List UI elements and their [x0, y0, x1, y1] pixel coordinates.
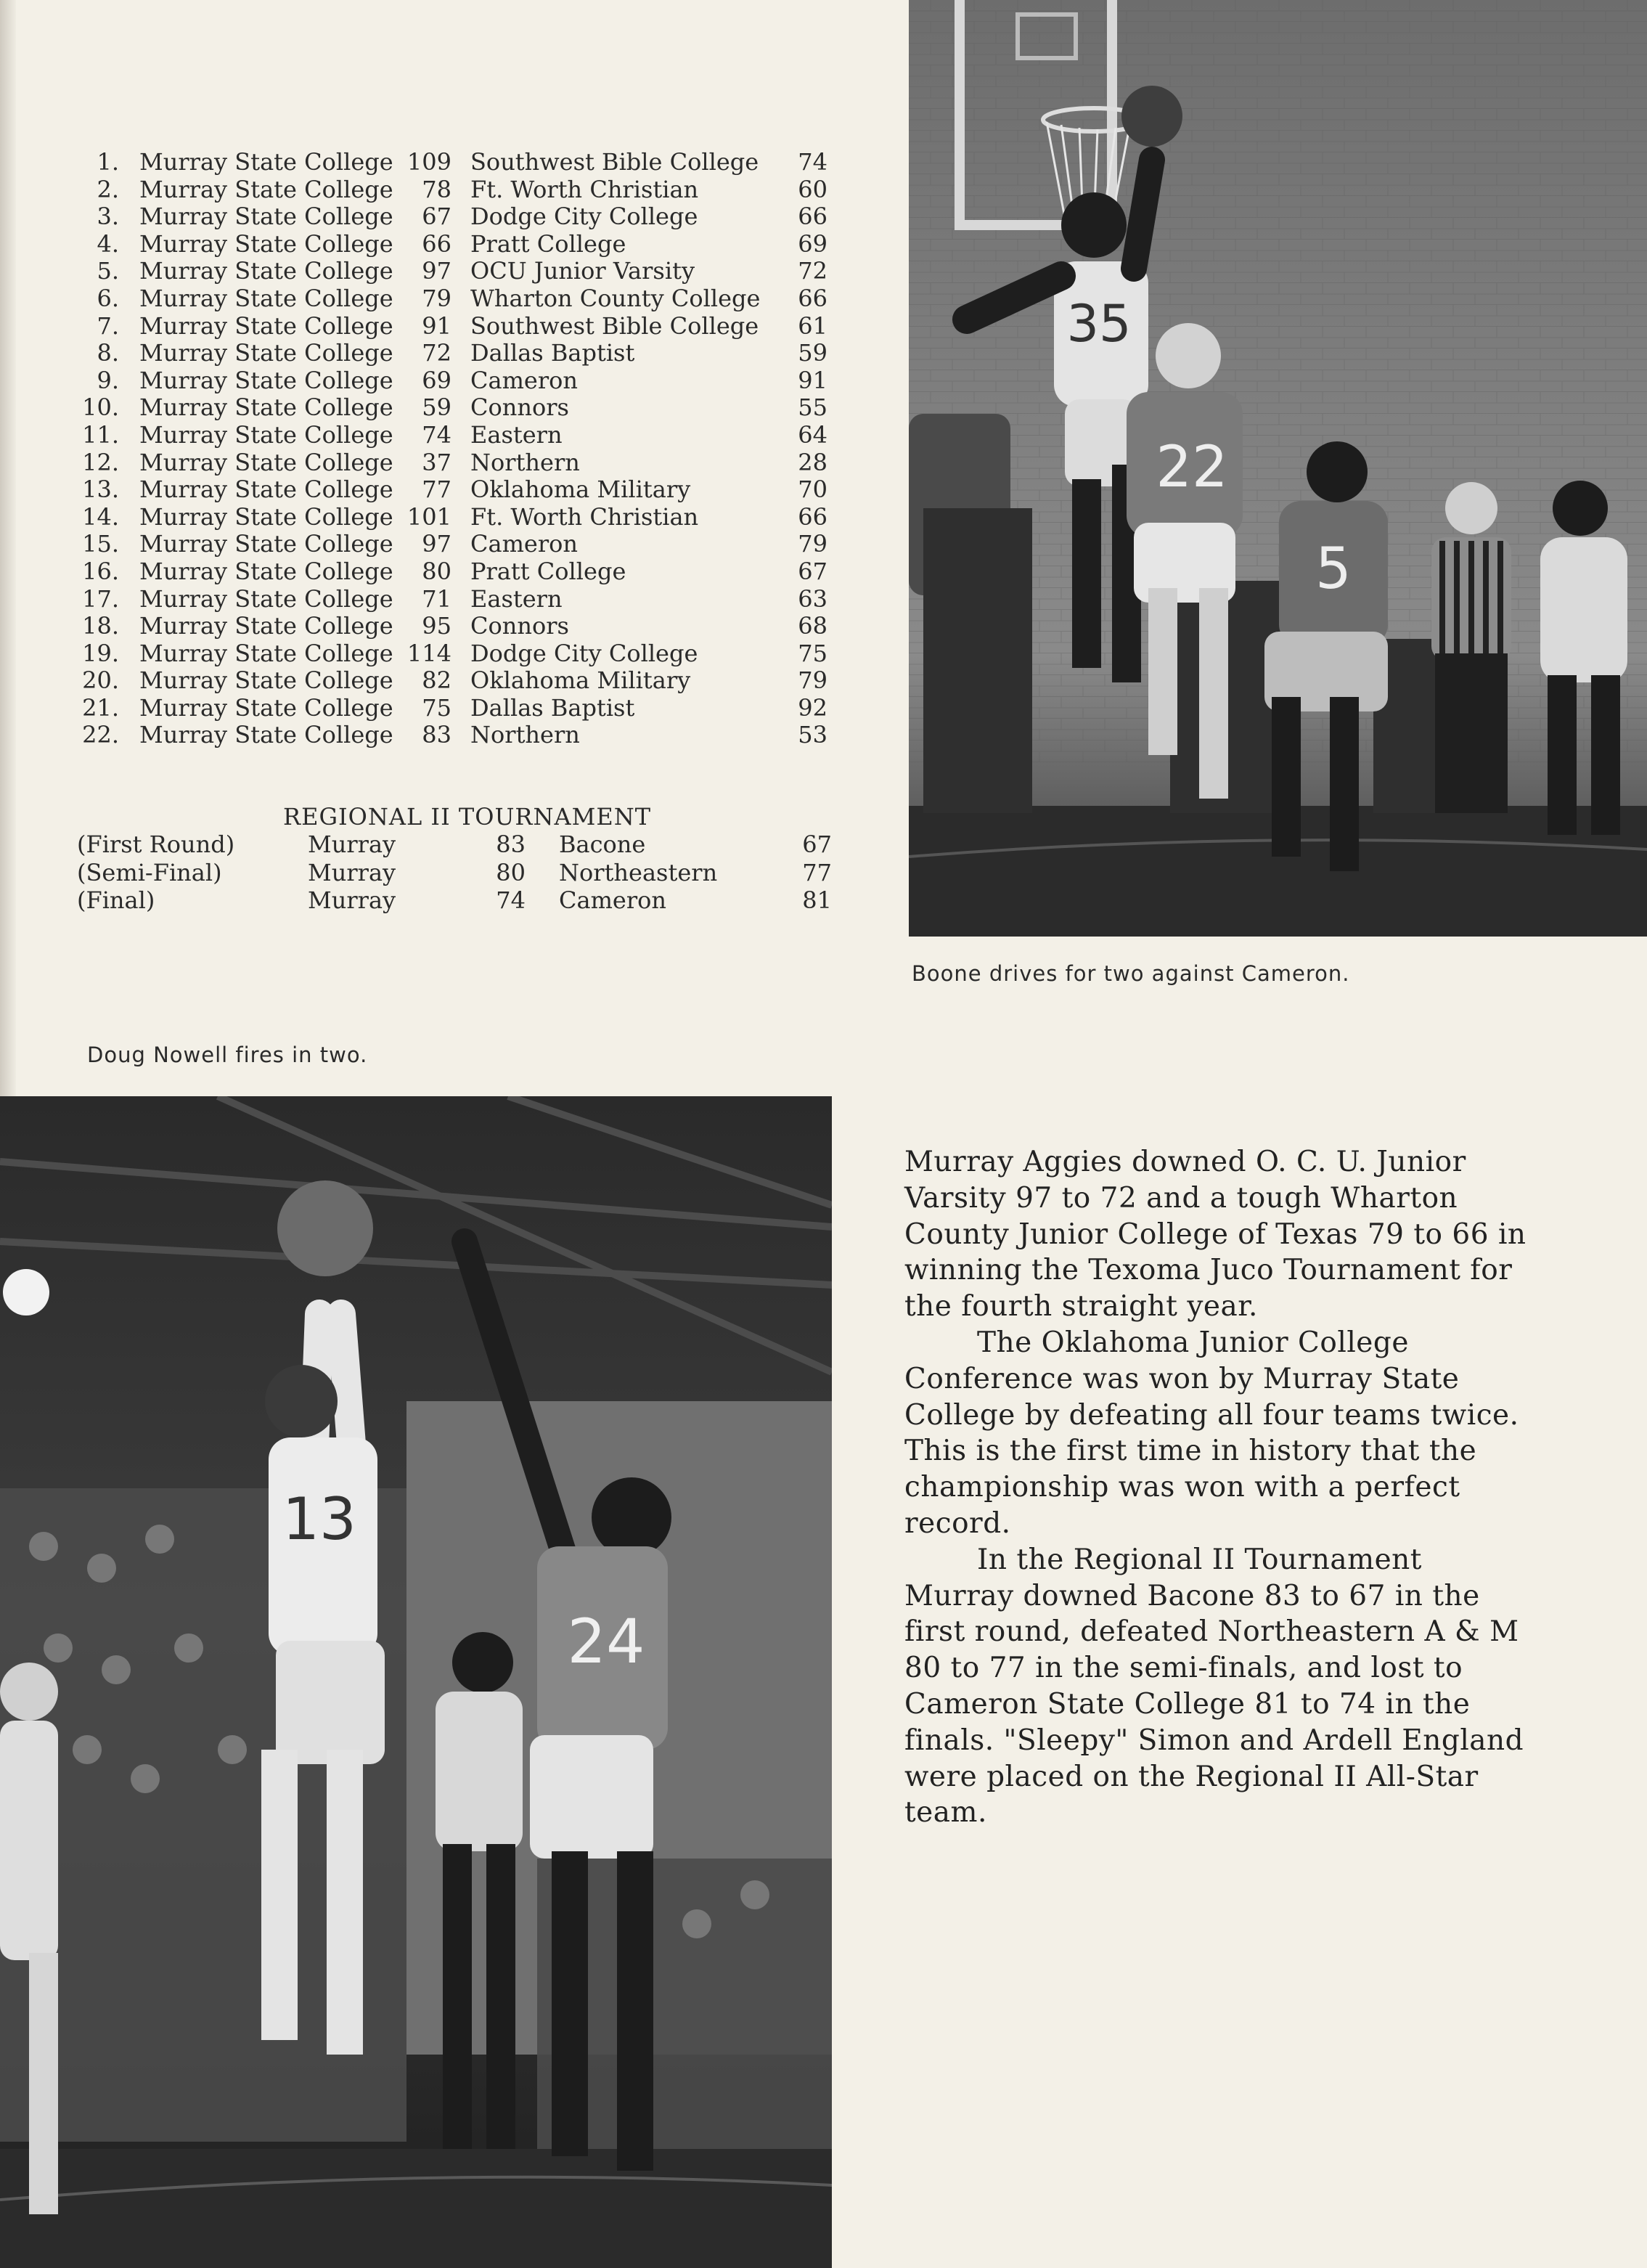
home-score: 91	[422, 311, 451, 340]
game-number: 10.	[82, 393, 119, 422]
article-paragraph-2: The Oklahoma Junior College Conference was won by Murray State College by defeating all four teams twice. This is the first time in history that the championship was won with a perfect record.	[904, 1326, 1519, 1540]
game-number: 11.	[82, 420, 119, 449]
tournament-team: Murray	[308, 886, 396, 914]
photo-caption-top: Boone drives for two against Cameron.	[912, 961, 1350, 986]
schedule-row	[73, 176, 857, 204]
home-team: Murray State College	[139, 284, 393, 312]
home-team: Murray State College	[139, 420, 393, 449]
opponent-score: 63	[798, 584, 827, 613]
game-number: 18.	[82, 612, 119, 640]
home-score: 83	[422, 721, 451, 749]
game-number: 13.	[82, 476, 119, 504]
opponent-score: 68	[798, 612, 827, 640]
opponent-score: 28	[798, 448, 827, 476]
schedule-row	[73, 531, 857, 558]
tournament-round: (First Round)	[77, 831, 235, 858]
schedule-row	[73, 367, 857, 395]
schedule-row	[73, 558, 857, 586]
opponent-score: 79	[798, 530, 827, 558]
opponent-score: 70	[798, 476, 827, 504]
tournament-row	[77, 886, 846, 915]
opponent-name: Dallas Baptist	[470, 693, 635, 722]
opponent-name: Ft. Worth Christian	[470, 502, 699, 531]
article-text	[904, 1144, 1529, 1831]
game-number: 15.	[82, 530, 119, 558]
home-team: Murray State College	[139, 393, 393, 422]
opponent-score: 74	[798, 148, 827, 176]
home-score: 69	[422, 366, 451, 394]
home-score: 95	[422, 612, 451, 640]
tournament-opponent: Cameron	[559, 886, 667, 914]
jersey-number-22: 22	[1156, 435, 1228, 500]
home-team: Murray State College	[139, 584, 393, 613]
tournament-team: Murray	[308, 858, 396, 886]
tournament-opponent-score: 67	[802, 831, 832, 858]
home-team: Murray State College	[139, 257, 393, 285]
opponent-score: 91	[798, 366, 827, 394]
home-team: Murray State College	[139, 557, 393, 585]
schedule-row	[73, 476, 857, 504]
jersey-number-5: 5	[1315, 537, 1352, 602]
schedule-row	[73, 695, 857, 722]
game-number: 19.	[82, 639, 119, 667]
schedule-row	[73, 504, 857, 531]
home-score: 71	[422, 584, 451, 613]
tournament-team-score: 80	[496, 858, 526, 886]
home-score: 75	[422, 693, 451, 722]
opponent-score: 67	[798, 557, 827, 585]
tournament-team-score: 74	[496, 886, 526, 914]
home-score: 97	[422, 530, 451, 558]
home-score: 77	[422, 476, 451, 504]
home-team: Murray State College	[139, 229, 393, 258]
home-score: 114	[406, 639, 451, 667]
schedule-row	[73, 613, 857, 640]
home-team: Murray State College	[139, 476, 393, 504]
opponent-score: 59	[798, 339, 827, 367]
tournament-title: REGIONAL II TOURNAMENT	[283, 803, 652, 831]
opponent-score: 75	[798, 639, 827, 667]
home-score: 66	[422, 229, 451, 258]
opponent-name: Connors	[470, 612, 569, 640]
game-number: 1.	[97, 148, 119, 176]
home-team: Murray State College	[139, 666, 393, 695]
game-number: 20.	[82, 666, 119, 695]
game-number: 16.	[82, 557, 119, 585]
opponent-score: 92	[798, 693, 827, 722]
opponent-score: 61	[798, 311, 827, 340]
opponent-name: Southwest Bible College	[470, 148, 759, 176]
opponent-score: 60	[798, 175, 827, 203]
opponent-name: Eastern	[470, 584, 563, 613]
game-number: 5.	[97, 257, 119, 285]
opponent-name: Oklahoma Military	[470, 476, 691, 504]
opponent-name: Dodge City College	[470, 203, 698, 231]
opponent-name: Connors	[470, 393, 569, 422]
schedule-row	[73, 340, 857, 367]
photo-caption-bottom: Doug Nowell fires in two.	[87, 1043, 368, 1067]
tournament-opponent-score: 77	[802, 858, 832, 886]
opponent-score: 66	[798, 284, 827, 312]
home-score: 101	[406, 502, 451, 531]
schedule-row	[73, 231, 857, 258]
home-team: Murray State College	[139, 339, 393, 367]
home-score: 59	[422, 393, 451, 422]
game-number: 21.	[82, 693, 119, 722]
game-number: 14.	[82, 502, 119, 531]
game-number: 2.	[97, 175, 119, 203]
home-team: Murray State College	[139, 148, 393, 176]
opponent-name: Wharton County College	[470, 284, 761, 312]
home-score: 109	[406, 148, 451, 176]
opponent-name: Pratt College	[470, 229, 626, 258]
game-number: 9.	[97, 366, 119, 394]
home-score: 37	[422, 448, 451, 476]
opponent-name: Cameron	[470, 530, 579, 558]
schedule-row	[73, 449, 857, 477]
tournament-team-score: 83	[496, 831, 526, 858]
tournament-team: Murray	[308, 831, 396, 858]
schedule-row	[73, 203, 857, 231]
home-team: Murray State College	[139, 693, 393, 722]
tournament-opponent: Northeastern	[559, 858, 718, 886]
opponent-name: Dodge City College	[470, 639, 698, 667]
game-number: 3.	[97, 203, 119, 231]
game-number: 17.	[82, 584, 119, 613]
game-number: 7.	[97, 311, 119, 340]
opponent-name: Cameron	[470, 366, 579, 394]
home-score: 79	[422, 284, 451, 312]
opponent-score: 66	[798, 203, 827, 231]
home-team: Murray State College	[139, 448, 393, 476]
jersey-number-13: 13	[282, 1485, 356, 1553]
article-paragraph-3: In the Regional II Tournament Murray downed Bacone 83 to 67 in the first round, defeated Northeastern A & M 80 to 77 in the semi-finals, and lost to Cameron State College 81 to 74 in the finals. "Sleepy" Simon and Ardell England were placed on the Regional II All-Star team.	[904, 1543, 1524, 1830]
photo-boone-drive	[909, 0, 1647, 937]
schedule-row	[73, 422, 857, 449]
opponent-score: 66	[798, 502, 827, 531]
home-team: Murray State College	[139, 311, 393, 340]
home-team: Murray State College	[139, 502, 393, 531]
home-team: Murray State College	[139, 721, 393, 749]
schedule-row	[73, 394, 857, 422]
home-team: Murray State College	[139, 530, 393, 558]
home-team: Murray State College	[139, 366, 393, 394]
schedule-row	[73, 586, 857, 613]
home-score: 74	[422, 420, 451, 449]
home-score: 80	[422, 557, 451, 585]
opponent-name: Ft. Worth Christian	[470, 175, 699, 203]
game-number: 22.	[82, 721, 119, 749]
opponent-score: 69	[798, 229, 827, 258]
photo-nowell-shot	[0, 1096, 832, 2268]
schedule-row	[73, 313, 857, 340]
opponent-score: 64	[798, 420, 827, 449]
opponent-name: Eastern	[470, 420, 563, 449]
season-schedule	[73, 149, 857, 749]
home-team: Murray State College	[139, 639, 393, 667]
opponent-name: Southwest Bible College	[470, 311, 759, 340]
home-score: 67	[422, 203, 451, 231]
game-number: 4.	[97, 229, 119, 258]
jersey-number-24: 24	[567, 1606, 645, 1677]
opponent-name: OCU Junior Varsity	[470, 257, 695, 285]
tournament-row	[77, 831, 846, 859]
game-number: 6.	[97, 284, 119, 312]
home-score: 78	[422, 175, 451, 203]
schedule-row	[73, 722, 857, 749]
tournament-round: (Final)	[77, 886, 155, 914]
home-score: 82	[422, 666, 451, 695]
opponent-name: Oklahoma Military	[470, 666, 691, 695]
opponent-score: 53	[798, 721, 827, 749]
schedule-row	[73, 285, 857, 313]
home-team: Murray State College	[139, 203, 393, 231]
home-score: 72	[422, 339, 451, 367]
home-score: 97	[422, 257, 451, 285]
tournament-round: (Semi-Final)	[77, 858, 222, 886]
tournament-results	[77, 831, 846, 915]
schedule-row	[73, 640, 857, 668]
opponent-name: Northern	[470, 448, 580, 476]
opponent-score: 79	[798, 666, 827, 695]
opponent-score: 55	[798, 393, 827, 422]
jersey-number-35: 35	[1066, 294, 1132, 354]
article-paragraph-1: Murray Aggies downed O. C. U. Junior Varsity 97 to 72 and a tough Wharton County Junior College of Texas 79 to 66 in winning the Texoma Juco Tournament for the fourth straight year.	[904, 1146, 1527, 1323]
game-number: 12.	[82, 448, 119, 476]
schedule-row	[73, 258, 857, 285]
opponent-score: 72	[798, 257, 827, 285]
home-team: Murray State College	[139, 612, 393, 640]
opponent-name: Northern	[470, 721, 580, 749]
tournament-opponent-score: 81	[802, 886, 832, 914]
game-number: 8.	[97, 339, 119, 367]
tournament-opponent: Bacone	[559, 831, 646, 858]
home-team: Murray State College	[139, 175, 393, 203]
schedule-row	[73, 667, 857, 695]
schedule-row	[73, 149, 857, 176]
tournament-row	[77, 859, 846, 887]
opponent-name: Pratt College	[470, 557, 626, 585]
opponent-name: Dallas Baptist	[470, 339, 635, 367]
